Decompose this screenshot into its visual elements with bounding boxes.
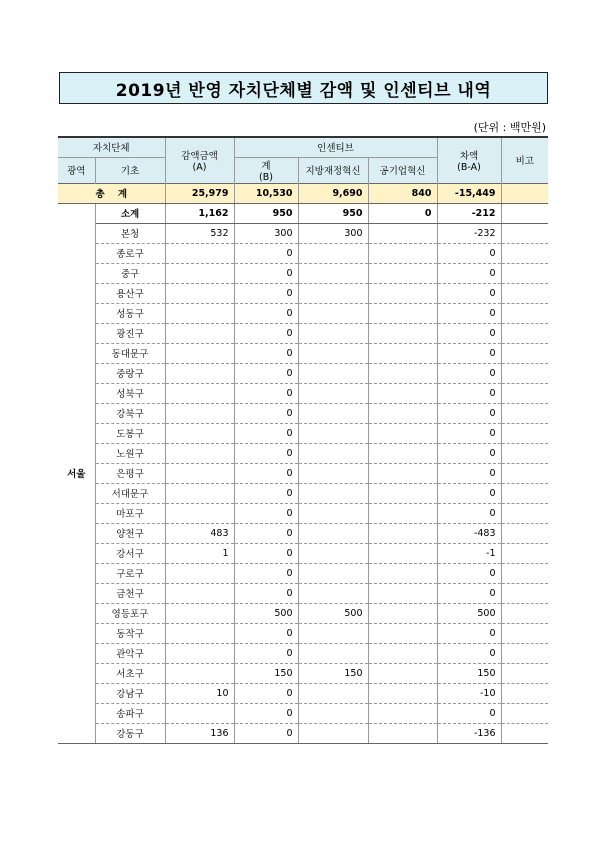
header-jibang: 지방재정혁신: [298, 157, 368, 183]
cell-diff: 0: [437, 583, 501, 603]
district-name: 노원구: [95, 443, 165, 463]
cell-bigo: [501, 223, 548, 243]
cell-diff: 0: [437, 363, 501, 383]
header-gamaek: [165, 137, 234, 183]
table-row: [58, 563, 548, 583]
cell-bigo: [501, 623, 548, 643]
cell-jibang: [298, 303, 368, 323]
cell-diff: 150: [437, 663, 501, 683]
cell-bigo: [501, 463, 548, 483]
cell-gonggi: [368, 283, 437, 303]
header-bigo: 비고: [501, 137, 548, 183]
cell-diff: 0: [437, 423, 501, 443]
header-gye: [234, 157, 298, 183]
cell-jibang: [298, 283, 368, 303]
cell-diff: 0: [437, 283, 501, 303]
cell-a: [165, 583, 234, 603]
cell-bigo: [501, 603, 548, 623]
cell-gonggi: [368, 583, 437, 603]
cell-a: 532: [165, 223, 234, 243]
cell-a: [165, 303, 234, 323]
cell-gonggi: [368, 483, 437, 503]
cell-diff: -483: [437, 523, 501, 543]
table-row: [58, 423, 548, 443]
cell-b: 0: [234, 523, 298, 543]
cell-diff: -232: [437, 223, 501, 243]
cell-jibang: [298, 563, 368, 583]
cell-gonggi: [368, 383, 437, 403]
cell-b: 0: [234, 323, 298, 343]
cell-diff: 0: [437, 643, 501, 663]
header-incentive: 인센티브: [234, 137, 437, 157]
header-chaek: [437, 137, 501, 183]
district-name: 관악구: [95, 643, 165, 663]
cell-a: 136: [165, 723, 234, 743]
cell-a: 1: [165, 543, 234, 563]
district-name: 강서구: [95, 543, 165, 563]
cell-gonggi: [368, 263, 437, 283]
total-gonggi: 840: [368, 183, 437, 203]
subtotal-label: 소계: [95, 203, 165, 223]
table-row: [58, 703, 548, 723]
cell-b: 0: [234, 383, 298, 403]
cell-b: 0: [234, 643, 298, 663]
table-row: [58, 663, 548, 683]
table-row: [58, 323, 548, 343]
cell-jibang: [298, 323, 368, 343]
incentive-table: [58, 136, 548, 744]
cell-jibang: [298, 263, 368, 283]
table-row: [58, 303, 548, 323]
cell-gonggi: [368, 423, 437, 443]
cell-jibang: [298, 443, 368, 463]
total-diff: -15,449: [437, 183, 501, 203]
cell-diff: 0: [437, 243, 501, 263]
table-row: [58, 523, 548, 543]
cell-gonggi: [368, 243, 437, 263]
subtotal-jibang: 950: [298, 203, 368, 223]
cell-bigo: [501, 363, 548, 383]
cell-jibang: [298, 463, 368, 483]
cell-b: 0: [234, 463, 298, 483]
header-gonggi: 공기업혁신: [368, 157, 437, 183]
cell-gonggi: [368, 343, 437, 363]
cell-b: 500: [234, 603, 298, 623]
cell-b: 300: [234, 223, 298, 243]
cell-bigo: [501, 563, 548, 583]
cell-diff: 0: [437, 563, 501, 583]
table-row: [58, 443, 548, 463]
cell-bigo: [501, 403, 548, 423]
cell-b: 0: [234, 243, 298, 263]
cell-a: [165, 623, 234, 643]
cell-jibang: [298, 243, 368, 263]
district-name: 은평구: [95, 463, 165, 483]
cell-a: [165, 403, 234, 423]
district-name: 강북구: [95, 403, 165, 423]
cell-bigo: [501, 263, 548, 283]
cell-jibang: 300: [298, 223, 368, 243]
cell-b: 0: [234, 343, 298, 363]
cell-jibang: [298, 683, 368, 703]
total-a: 25,979: [165, 183, 234, 203]
cell-bigo: [501, 543, 548, 563]
cell-bigo: [501, 283, 548, 303]
cell-a: 483: [165, 523, 234, 543]
cell-diff: 0: [437, 483, 501, 503]
cell-jibang: [298, 363, 368, 383]
cell-bigo: [501, 683, 548, 703]
document-title: 2019년 반영 자치단체별 감액 및 인센티브 내역: [59, 72, 548, 104]
cell-diff: 0: [437, 703, 501, 723]
cell-a: [165, 283, 234, 303]
cell-b: 0: [234, 443, 298, 463]
total-b: 10,530: [234, 183, 298, 203]
cell-gonggi: [368, 603, 437, 623]
cell-b: 0: [234, 363, 298, 383]
cell-diff: 0: [437, 343, 501, 363]
table-row: [58, 263, 548, 283]
table-row: [58, 643, 548, 663]
cell-bigo: [501, 663, 548, 683]
cell-gonggi: [368, 463, 437, 483]
header-gicho: 기초: [95, 157, 165, 183]
cell-gonggi: [368, 643, 437, 663]
header-chaek-label: 차액: [459, 150, 479, 162]
cell-bigo: [501, 703, 548, 723]
cell-gonggi: [368, 703, 437, 723]
table-row: [58, 363, 548, 383]
cell-diff: 0: [437, 263, 501, 283]
cell-bigo: [501, 503, 548, 523]
cell-gonggi: [368, 543, 437, 563]
cell-bigo: [501, 443, 548, 463]
cell-bigo: [501, 523, 548, 543]
cell-diff: 0: [437, 323, 501, 343]
cell-a: [165, 563, 234, 583]
header-jachi: 자치단체: [58, 137, 165, 157]
cell-jibang: 150: [298, 663, 368, 683]
cell-jibang: [298, 703, 368, 723]
district-name: 동대문구: [95, 343, 165, 363]
cell-a: [165, 463, 234, 483]
cell-a: [165, 363, 234, 383]
cell-diff: 0: [437, 443, 501, 463]
cell-b: 0: [234, 483, 298, 503]
cell-jibang: [298, 543, 368, 563]
cell-bigo: [501, 343, 548, 363]
district-name: 성북구: [95, 383, 165, 403]
table-row: [58, 463, 548, 483]
table-row: [58, 503, 548, 523]
cell-b: 0: [234, 723, 298, 743]
cell-diff: -136: [437, 723, 501, 743]
cell-bigo: [501, 483, 548, 503]
table-row: [58, 683, 548, 703]
cell-b: 0: [234, 703, 298, 723]
cell-a: [165, 503, 234, 523]
cell-diff: 0: [437, 463, 501, 483]
subtotal-bigo: [501, 203, 548, 223]
district-name: 서대문구: [95, 483, 165, 503]
cell-jibang: [298, 523, 368, 543]
table-row: [58, 243, 548, 263]
cell-b: 0: [234, 583, 298, 603]
cell-a: [165, 603, 234, 623]
cell-gonggi: [368, 723, 437, 743]
table-row: [58, 223, 548, 243]
cell-bigo: [501, 323, 548, 343]
cell-jibang: 500: [298, 603, 368, 623]
district-name: 도봉구: [95, 423, 165, 443]
cell-a: [165, 323, 234, 343]
cell-gonggi: [368, 663, 437, 683]
header-gye-sub: (B): [259, 171, 273, 183]
district-name: 금천구: [95, 583, 165, 603]
cell-bigo: [501, 723, 548, 743]
header-gye-label: 계: [261, 160, 271, 172]
total-row: [58, 183, 548, 203]
district-name: 강남구: [95, 683, 165, 703]
cell-b: 0: [234, 623, 298, 643]
subtotal-a: 1,162: [165, 203, 234, 223]
table-row: [58, 583, 548, 603]
table-row: [58, 343, 548, 363]
district-name: 종로구: [95, 243, 165, 263]
cell-gonggi: [368, 503, 437, 523]
cell-jibang: [298, 343, 368, 363]
cell-gonggi: [368, 403, 437, 423]
table-row: [58, 403, 548, 423]
cell-diff: 0: [437, 623, 501, 643]
cell-bigo: [501, 243, 548, 263]
cell-a: [165, 643, 234, 663]
cell-gonggi: [368, 443, 437, 463]
district-name: 성동구: [95, 303, 165, 323]
cell-jibang: [298, 483, 368, 503]
total-jibang: 9,690: [298, 183, 368, 203]
district-name: 마포구: [95, 503, 165, 523]
cell-gonggi: [368, 563, 437, 583]
subtotal-gonggi: 0: [368, 203, 437, 223]
table-row: [58, 603, 548, 623]
cell-diff: -10: [437, 683, 501, 703]
cell-b: 0: [234, 403, 298, 423]
cell-jibang: [298, 583, 368, 603]
cell-bigo: [501, 643, 548, 663]
cell-gonggi: [368, 623, 437, 643]
cell-jibang: [298, 423, 368, 443]
cell-b: 0: [234, 263, 298, 283]
cell-gonggi: [368, 683, 437, 703]
cell-a: 10: [165, 683, 234, 703]
cell-bigo: [501, 383, 548, 403]
cell-gonggi: [368, 303, 437, 323]
cell-a: [165, 243, 234, 263]
district-name: 중구: [95, 263, 165, 283]
cell-b: 150: [234, 663, 298, 683]
cell-diff: 0: [437, 403, 501, 423]
cell-b: 0: [234, 423, 298, 443]
district-name: 구로구: [95, 563, 165, 583]
cell-diff: 0: [437, 303, 501, 323]
cell-diff: 500: [437, 603, 501, 623]
table-row: [58, 283, 548, 303]
subtotal-diff: -212: [437, 203, 501, 223]
unit-label: (단위 : 백만원): [473, 121, 546, 134]
cell-diff: 0: [437, 503, 501, 523]
total-label: 총 계: [58, 183, 165, 203]
cell-a: [165, 703, 234, 723]
cell-jibang: [298, 723, 368, 743]
cell-a: [165, 423, 234, 443]
district-name: 영등포구: [95, 603, 165, 623]
cell-b: 0: [234, 303, 298, 323]
header-gwangyeok: 광역: [58, 157, 95, 183]
subtotal-b: 950: [234, 203, 298, 223]
cell-jibang: [298, 643, 368, 663]
cell-gonggi: [368, 323, 437, 343]
table-row: [58, 383, 548, 403]
cell-diff: -1: [437, 543, 501, 563]
district-name: 광진구: [95, 323, 165, 343]
district-name: 서초구: [95, 663, 165, 683]
district-name: 강동구: [95, 723, 165, 743]
cell-jibang: [298, 503, 368, 523]
cell-gonggi: [368, 223, 437, 243]
district-name: 동작구: [95, 623, 165, 643]
cell-jibang: [298, 403, 368, 423]
cell-a: [165, 263, 234, 283]
table-row: [58, 483, 548, 503]
cell-bigo: [501, 583, 548, 603]
cell-jibang: [298, 623, 368, 643]
district-name: 송파구: [95, 703, 165, 723]
cell-a: [165, 483, 234, 503]
header-chaek-sub: (B-A): [457, 161, 481, 173]
cell-bigo: [501, 423, 548, 443]
cell-b: 0: [234, 503, 298, 523]
cell-b: 0: [234, 543, 298, 563]
district-name: 본청: [95, 223, 165, 243]
table-row: [58, 623, 548, 643]
cell-a: [165, 383, 234, 403]
district-name: 양천구: [95, 523, 165, 543]
table-row: [58, 723, 548, 743]
table-row: [58, 543, 548, 563]
subtotal-row: [58, 203, 548, 223]
cell-diff: 0: [437, 383, 501, 403]
cell-gonggi: [368, 523, 437, 543]
cell-gonggi: [368, 363, 437, 383]
cell-a: [165, 343, 234, 363]
cell-jibang: [298, 383, 368, 403]
header-gamaek-label: 감액금액: [181, 150, 218, 162]
district-name: 용산구: [95, 283, 165, 303]
cell-b: 0: [234, 683, 298, 703]
total-bigo: [501, 183, 548, 203]
header-gamaek-sub: (A): [192, 161, 207, 173]
cell-b: 0: [234, 283, 298, 303]
district-name: 중랑구: [95, 363, 165, 383]
cell-b: 0: [234, 563, 298, 583]
cell-a: [165, 663, 234, 683]
cell-a: [165, 443, 234, 463]
cell-bigo: [501, 303, 548, 323]
region-seoul: 서울: [58, 203, 95, 743]
